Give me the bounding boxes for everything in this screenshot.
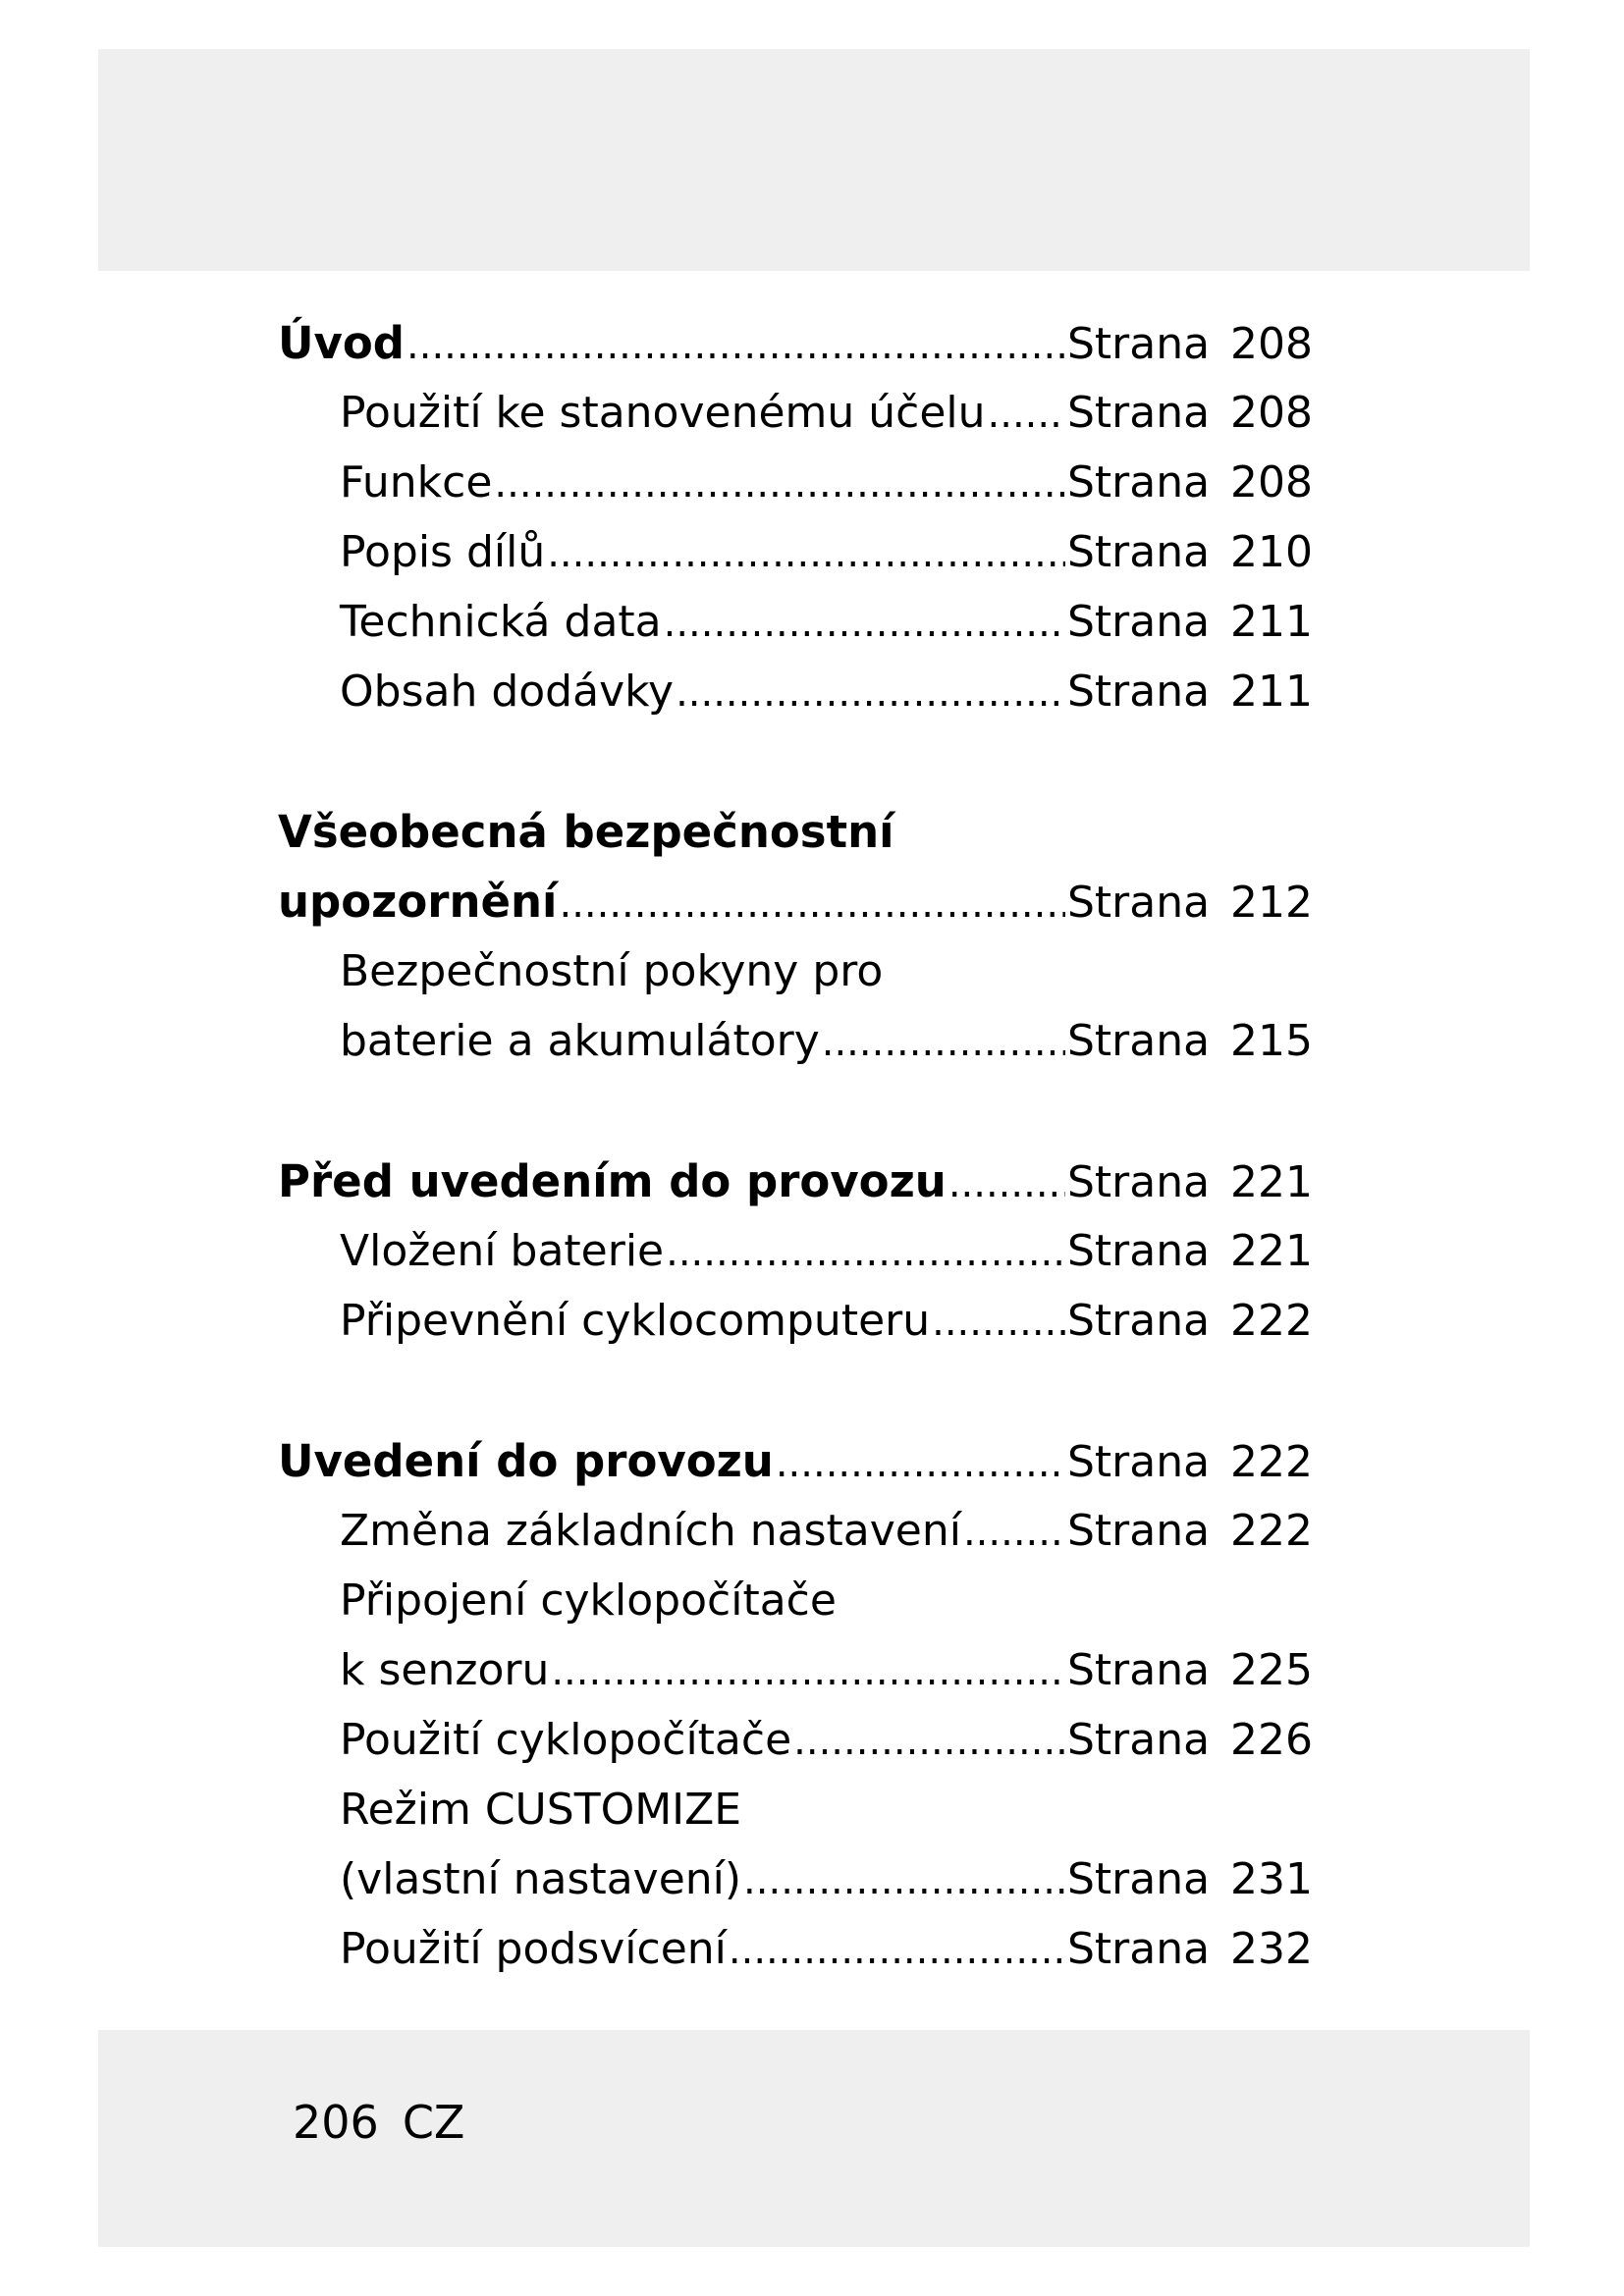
toc-page-label: Strana [1067,1157,1211,1207]
toc-entry-title: Obsah dodávky [340,667,675,717]
toc-entry-bezpecnost[interactable] [278,873,1313,932]
leader-dots [793,1711,1065,1771]
toc-page-number: 231 [1230,1854,1313,1904]
toc-page-label: Strana [1067,1437,1211,1487]
toc-page-number: 215 [1230,1016,1313,1066]
leader-dots [676,663,1065,722]
toc-entry-title: Vložení baterie [340,1226,665,1276]
toc-page-number: 212 [1230,878,1313,928]
toc-entry-uvod[interactable] [278,314,1313,373]
toc-page-label: Strana [1067,667,1211,717]
leader-dots [559,874,1065,934]
toc-page-number: 208 [1230,457,1313,507]
toc-entry-customize-line1: Režim CUSTOMIZE [340,1785,742,1835]
toc-page-number: 226 [1230,1715,1313,1765]
toc-entry-title: Použití cyklopočítače [340,1715,792,1765]
footer-language: CZ [402,2096,465,2149]
toc-page-label: Strana [1067,1924,1211,1974]
toc-page-label: Strana [1067,388,1211,438]
toc-entry-title: Technická data [340,597,662,647]
toc-entry-title: Změna základních nastavení [340,1506,961,1556]
toc-page-number: 222 [1230,1437,1313,1487]
toc-entry-title: Úvod [278,317,406,369]
toc-page-label: Strana [1067,1506,1211,1556]
toc-entry-pouziti-cyklopocitace[interactable] [340,1711,1313,1770]
leader-dots [776,1433,1065,1493]
toc-page-number: 208 [1230,319,1313,369]
leader-dots [988,384,1065,444]
leader-dots [963,1502,1065,1562]
leader-dots [729,1920,1065,1980]
toc-page-label: Strana [1067,1854,1211,1904]
toc-entry-pripojeni-line1: Připojení cyklopočítače [340,1575,837,1626]
toc-entry-zmena-nastaveni[interactable] [340,1502,1313,1561]
toc-page-label: Strana [1067,457,1211,507]
leader-dots [547,523,1065,583]
toc-entry-title: Připevnění cyklocomputeru [340,1296,931,1346]
toc-page-label: Strana [1067,1715,1211,1765]
toc-entry-title: Před uvedením do provozu [278,1155,947,1207]
toc-page-label: Strana [1067,597,1211,647]
leader-dots [743,1850,1065,1910]
toc-page-number: 232 [1230,1924,1313,1974]
toc-entry-technicka-data[interactable] [340,593,1313,652]
leader-dots [494,454,1065,513]
toc-entry-funkce[interactable] [340,454,1313,512]
toc-entry-title: Funkce [340,457,493,507]
toc-page-number: 222 [1230,1506,1313,1556]
toc-page-label: Strana [1067,1296,1211,1346]
leader-dots [822,1012,1065,1072]
toc-entry-uvedeni[interactable] [278,1432,1313,1491]
toc-page-label: Strana [1067,319,1211,369]
toc-entry-obsah-dodavky[interactable] [340,663,1313,721]
toc-entry-title: (vlastní nastavení) [340,1854,742,1904]
leader-dots [551,1641,1065,1701]
toc-entry-pred-uvedenim[interactable] [278,1152,1313,1211]
toc-entry-title: Použití podsvícení [340,1924,727,1974]
toc-page-number: 225 [1230,1645,1313,1695]
toc-page-number: 222 [1230,1296,1313,1346]
toc-entry-title: upozornění [278,876,558,928]
toc-entry-vlozeni-baterie[interactable] [340,1222,1313,1281]
toc-entry-podsviceni[interactable] [340,1920,1313,1979]
toc-entry-pripevneni[interactable] [340,1292,1313,1351]
toc-page-label: Strana [1067,1016,1211,1066]
toc-entry-title: k senzoru [340,1645,550,1695]
leader-dots [932,1292,1065,1352]
leader-dots [666,1222,1065,1282]
toc-page-label: Strana [1067,527,1211,577]
toc-page-number: 211 [1230,667,1313,717]
toc-entry-bezpecnost-line1: Všeobecná bezpečnostní [278,806,894,858]
toc-entry-popis-dilu[interactable] [340,523,1313,582]
footer-page-number: 206 [293,2096,379,2149]
toc-entry-title: Použití ke stanovenému účelu [340,388,986,438]
toc-page-number: 208 [1230,388,1313,438]
leader-dots [406,315,1065,375]
toc-entry-baterie-line1: Bezpečnostní pokyny pro [340,946,884,996]
toc-page-label: Strana [1067,1226,1211,1276]
toc-entry-pouziti-ucel[interactable] [340,384,1313,443]
toc-entry-title: Popis dílů [340,527,546,577]
toc-page-label: Strana [1067,878,1211,928]
toc-page-number: 221 [1230,1226,1313,1276]
leader-dots [948,1153,1065,1213]
toc-entry-title: Uvedení do provozu [278,1435,774,1487]
toc-page-number: 210 [1230,527,1313,577]
toc-page-number: 221 [1230,1157,1313,1207]
toc-entry-baterie[interactable] [340,1012,1313,1071]
toc-page-label: Strana [1067,1645,1211,1695]
toc-page-number: 211 [1230,597,1313,647]
toc-entry-customize[interactable] [340,1850,1313,1909]
toc-entry-pripojeni[interactable] [340,1641,1313,1700]
page-footer [293,2093,488,2152]
leader-dots [664,593,1065,653]
toc-entry-title: baterie a akumulátory [340,1016,820,1066]
